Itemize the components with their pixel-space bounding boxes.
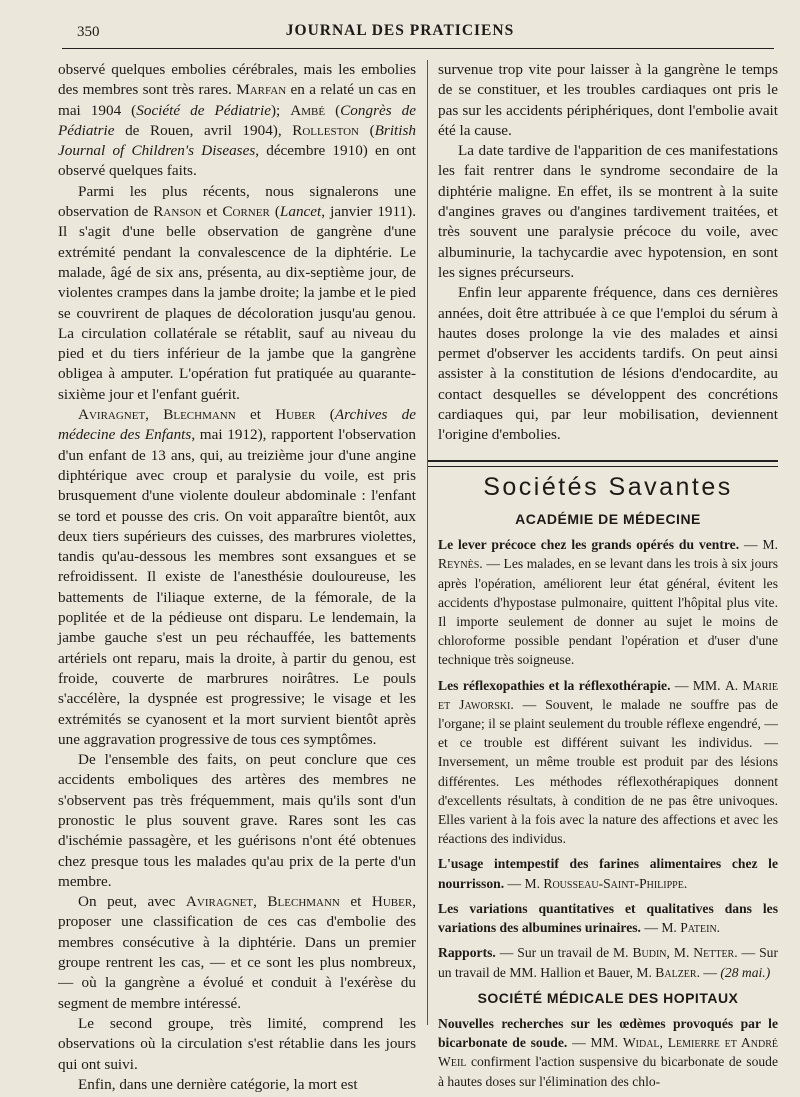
paragraph: survenue trop vite pour laisser à la gangrène le temps de se constituer, et les troubles cardiaques ont pris le pas sur les accidents périphériques, dont l'embolie avait été la cause. [438, 61, 778, 139]
society-entry: Les réflexopathies et la réflexothérapie. — MM. A. Marie et Jaworski. — Souvent, le malade ne souffre pas de l'organe; il se plaint seulement du trouble réflexe engendré, — et ce trouble est différent suivant les individus. — Inversement, un même trouble est produit par des lésions différentes. Les méthodes réflexothérapiques donnent d'excellents résultats, à condition de ne pas être univoques. Elles varient à la fois avec la nature des affections et avec les réactions des individus. [438, 677, 778, 847]
section-title: Sociétés Savantes [483, 472, 733, 501]
society-entry: L'usage intempestif des farines alimentaires chez le nourrisson. — M. Rousseau-Saint-Philippe. [438, 856, 778, 891]
society-entry: Les variations quantitatives et qualitatives dans les variations des albumines urinaires. — M. Patein. [438, 900, 778, 936]
header-rule [62, 48, 774, 49]
left-column [58, 60, 416, 1095]
subsection-heading: ACADÉMIE DE MÉDECINE [515, 510, 701, 527]
paragraph: observé quelques embolies cérébrales, mais les embolies des membres sont très rares. Marfan en a relaté un cas en mai 1904 (Société de Pédiatrie); Ambé (Congrès de Pédiatrie de Rouen, avril 1904), Rolleston (British Journal of Children's Diseases, décembre 1910) en ont observé quelques faits. [58, 61, 417, 180]
society-entry: Rapports. — Sur un travail de M. Budin, M. Netter. — Sur un travail de MM. Hallion et Bauer, M. Balzer. — (28 mai.) [438, 945, 778, 980]
paragraph: Parmi les plus récents, nous signalerons une observation de Ranson et Corner (Lancet, janvier 1911). Il s'agit d'une belle observation de gangrène d'une extrémité pendant la convalescence de la diphtérie. Le malade, âgé de six ans, présenta, au dix-septième jour, de violentes crampes dans la jambe droite; la jambe et le pied se couvrirent de plaques de décoloration jusqu'au genou. La circulation collatérale se rétablit, sauf au niveau du pied et du tiers inférieur de la jambe que la gangrène obligea à amputer. L'opération fut pratiquée au quarante-sixième jour et l'enfant guérit. [58, 182, 416, 403]
society-entry: Nouvelles recherches sur les œdèmes provoqués par le bicarbonate de soude. — MM. Widal, Lemierre et André Weil confirment l'action suspensive du bicarbonate de soude à hautes doses sur l'élimination des chlo- [438, 1016, 778, 1089]
subsection-heading: SOCIÉTÉ MÉDICALE DES HOPITAUX [477, 989, 739, 1006]
paragraph: Enfin leur apparente fréquence, dans ces dernières années, doit être attribuée à ce que l'emploi du sérum à hautes doses prolonge la vie des malades et ainsi permet d'observer les accidents tardifs. On peut ainsi assister à la constitution de lésions d'endocardite, au contact desquelles se développent des concrétions cardiaques qui, par leur mobilisation, deviennent l'origine d'embolies. [438, 284, 778, 444]
paragraph: Aviragnet, Blechmann et Huber (Archives de médecine des Enfants, mai 1912), rapportent l'observation d'un enfant de 13 ans, qui, au treizième jour d'une angine diphtérique avec croup et paralysie du voile, est pris brusquement d'une violente douleur abdominale : l'enfant se tord et pousse des cris. On voit apparaître bientôt, aux deux tiers supérieurs des cuisses, des marbrures violettes, tandis qu'au-dessous les membres sont exsangues et se refroidissent. Il existe de l'anesthésie douloureuse, les battements de l'iliaque externe, de la fémorale, de la poplitée et de la pédieuse ont disparu. Le lendemain, la jambe gauche s'est un peu réchauffée, les battements artériels ont reparu, mais la droite, à partir du genou, est froide, couverte de marbrures noirâtres. Le pouls s'accélère, la dyspnée est progressive; le visage et les extrémités se cyanosent et la mort survient bientôt après une aggravation progressive de tous ces symptômes. [58, 406, 416, 748]
right-column [438, 60, 778, 1097]
paragraph: De l'ensemble des faits, on peut conclure que ces accidents emboliques des artères des membres ne s'observent pas très fréquemment, mais qu'ils sont d'un pronostic le plus souvent grave. Rares sont les cas d'ischémie passagère, et les guérisons n'ont été obtenues chez presque tous les malades qu'au prix de la perte d'un membre. [58, 751, 416, 890]
column-divider [427, 60, 428, 1025]
section-double-rule [428, 460, 778, 467]
paragraph: Le second groupe, très limité, comprend les observations où la circulation s'est rétablie dans les jours qui ont suivi. [58, 1014, 416, 1073]
paragraph: On peut, avec Aviragnet, Blechmann et Huber, proposer une classification de ces cas d'embolie des membres consécutive à la diphtérie. Dans un premier groupe rentrent les cas, — et ce sont les plus nombreux, — où la gangrène a évolué et conduit à l'exérèse du segment de membre intéressé. [58, 893, 416, 1012]
paragraph: La date tardive de l'apparition de ces manifestations les fait rentrer dans le syndrome secondaire de la diphtérie maligne. En effet, ils se montrent à la suite d'angines graves ou d'angines tardivement traitées, et très souvent une paralysie précoce du voile, avec albuminurie, la tachycardie avec hypotension, en sont les signes précurseurs. [438, 142, 778, 281]
society-entry: Le lever précoce chez les grands opérés du ventre. — M. Reynès. — Les malades, en se levant dans les trois à six jours après l'opération, améliorent leur état général, évitent les accidents d'hypostase pulmonaire, quittent l'hôpital plus vite. Il importe seulement de donner au sujet le moins de chloroforme possible pendant l'opération et d'user d'une technique très soigneuse. [438, 537, 778, 668]
paragraph: Enfin, dans une dernière catégorie, la mort est [78, 1075, 358, 1093]
academie-entries [438, 535, 778, 981]
page-header [0, 0, 800, 52]
journal-title: JOURNAL DES PRATICIENS [285, 22, 515, 39]
page-number: 350 [77, 24, 100, 40]
hopitaux-entries [438, 1014, 778, 1091]
